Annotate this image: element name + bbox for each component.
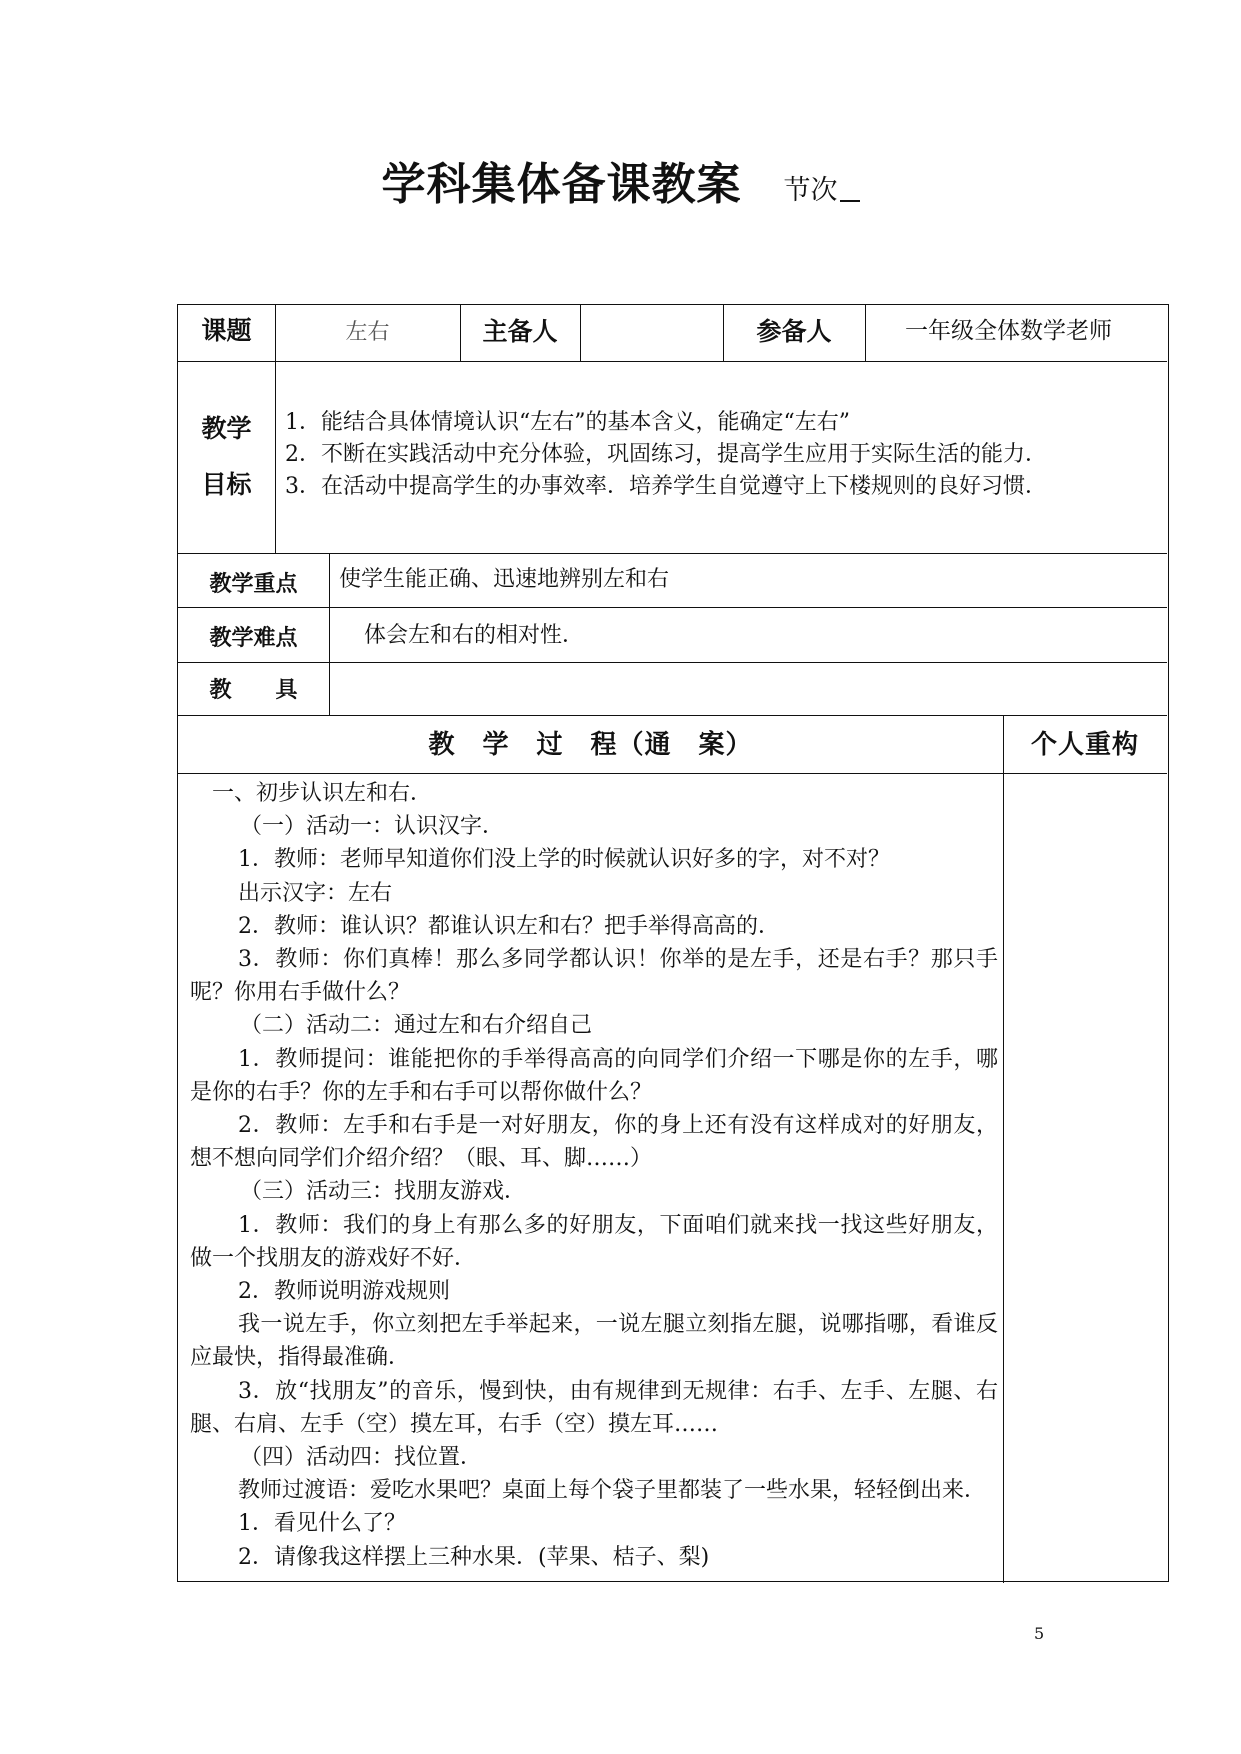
row-divider [178, 773, 1167, 774]
objectives-label-line1: 教学 [201, 414, 252, 443]
section-number-blank [840, 176, 860, 202]
page-title: 学科集体备课教案 [381, 159, 742, 210]
process-header: 教 学 过 程（通 案） [428, 730, 753, 760]
lesson-plan-table [177, 304, 1169, 1582]
objectives-label-line2: 目标 [201, 470, 252, 499]
objective-item: 1．能结合具体情境认识“左右”的基本含义，能确定“左右” [285, 410, 850, 435]
topic-value: 左右 [345, 320, 390, 345]
document-header [0, 148, 1241, 212]
column-divider [1003, 715, 1004, 1583]
process-body [190, 777, 998, 1574]
topic-label: 课题 [201, 316, 252, 345]
process-paragraph: 一、初步认识左和右． [212, 781, 433, 806]
process-paragraph: 2．教师说明游戏规则 [238, 1279, 450, 1305]
teaching-tools-value [329, 662, 1167, 715]
lead-preparer-value [580, 305, 723, 361]
row-divider [178, 361, 1167, 362]
objectives-list [285, 407, 1165, 503]
process-paragraph: 教师过渡语：爱吃水果吧？桌面上每个袋子里都装了一些水果，轻轻倒出来． [238, 1478, 987, 1504]
process-paragraph: 2．教师：谁认识？都谁认识左和右？把手举得高高的． [238, 913, 780, 939]
process-paragraph: 3．放“找朋友”的音乐，慢到快，由有规律到无规律：右手、左手、左腿、右腿、右肩、左手（空）摸左耳，右手（空）摸左耳…… [190, 1378, 998, 1437]
process-paragraph: 1．教师：我们的身上有那么多的好朋友，下面咱们就来找一找这些好朋友，做一个找朋友的游戏好不好． [190, 1212, 998, 1271]
process-paragraph: 2．请像我这样摆上三种水果．(苹果、桔子、梨) [238, 1544, 710, 1570]
process-paragraph: （四）活动四：找位置． [240, 1445, 483, 1471]
process-paragraph: 1．教师：老师早知道你们没上学的时候就认识好多的字，对不对？ [238, 847, 890, 873]
process-paragraph: 2．教师：左手和右手是一对好朋友，你的身上还有没有这样成对的好朋友，想不想向同学们介绍介绍？（眼、耳、脚……） [190, 1113, 998, 1172]
process-paragraph: 3．教师：你们真棒！那么多同学都认识！你举的是左手，还是右手？那只手呢？你用右手做什么？ [190, 947, 998, 1006]
key-point-label: 教学重点 [209, 572, 298, 597]
participants-value: 一年级全体数学老师 [905, 318, 1112, 344]
process-paragraph: 1．看见什么了？ [238, 1511, 406, 1537]
difficulty-label: 教学难点 [209, 626, 298, 651]
objective-item: 3．在活动中提高学生的办事效率．培养学生自觉遵守上下楼规则的良好习惯． [285, 474, 1047, 499]
process-paragraph: （二）活动二：通过左和右介绍自己 [240, 1013, 593, 1039]
teaching-tools-label: 教 具 [209, 678, 298, 703]
process-paragraph: 我一说左手，你立刻把左手举起来，一说左腿立刻指左腿，说哪指哪，看谁反应最快，指得最准确． [190, 1312, 998, 1371]
difficulty-value: 体会左和右的相对性． [364, 623, 585, 648]
process-paragraph: （一）活动一：认识汉字． [240, 814, 505, 840]
key-point-value: 使学生能正确、迅速地辨别左和右 [339, 567, 670, 592]
objectives-label [178, 401, 275, 513]
participants-label: 参备人 [756, 317, 832, 346]
lead-preparer-label: 主备人 [482, 317, 558, 346]
process-paragraph: 1．教师提问：谁能把你的手举得高高的向同学们介绍一下哪是你的左手，哪是你的右手？你的左手和右手可以帮你做什么？ [190, 1046, 998, 1105]
process-paragraph: 出示汉字：左右 [238, 880, 393, 906]
process-paragraph: （三）活动三：找朋友游戏． [240, 1179, 527, 1205]
objective-item: 2．不断在实践活动中充分体验，巩固练习，提高学生应用于实际生活的能力． [285, 442, 1047, 467]
personal-rework-header: 个人重构 [1030, 730, 1139, 760]
section-number-label [784, 175, 860, 206]
section-label-text: 节次 [783, 175, 838, 206]
page-number: 5 [1034, 1624, 1045, 1643]
